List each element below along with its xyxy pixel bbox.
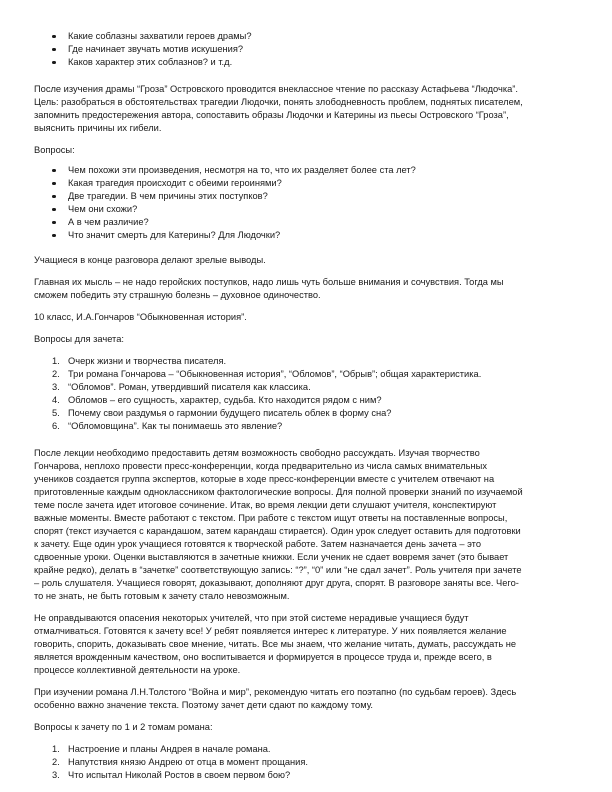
text-line: Гончарова, неплохо провести пресс-конференции, когда предварительно из числа самых внимательных xyxy=(34,461,487,471)
list-item: 3. Что испытал Николай Ростов в своем первом бою? xyxy=(52,770,291,780)
paragraph-main-idea xyxy=(34,276,582,302)
text-line: отмалчиваться. Готовятся к зачету все! У ребят появляется интерес к литературе. У них появляется желание xyxy=(34,626,507,636)
paragraph-lyudochka-intro xyxy=(34,83,582,135)
text-line: важные моменты. Вместе работают с текстом. При работе с текстом ищут ответы на поставленные вопросы, xyxy=(34,513,508,523)
text-line: говорить, спорить, доказывать свое мнение, читать. Все мы знаем, что желание читать, думать, рассуждать не xyxy=(34,639,517,649)
list-item: Каков характер этих соблазнов? и т.д. xyxy=(34,56,582,69)
list-item: Где начинает звучать мотив искушения? xyxy=(34,43,582,56)
text-line: Главная их мысль – не надо геройских поступков, надо лишь чуть больше внимания и сочувствия. Тогда мы xyxy=(34,277,504,287)
list-item: Чем похожи эти произведения, несмотря на то, что их разделяет более ста лет? xyxy=(34,164,582,177)
text-line: После изучения драмы “Гроза” Островского проводится внеклассное чтение по рассказу Астафьева “Людочка”. xyxy=(34,84,518,94)
text-line: сдвоенные уроки. Оценки выставляются в зачетные книжки. Если ученик не сдает вовремя зачет (это бывает xyxy=(34,552,509,562)
list-item: 2. Три романа Гончарова – “Обыкновенная история”, “Обломов”, “Обрыв”; общая характеристика. xyxy=(52,369,482,379)
list-item: 4. Обломов – его сущность, характер, судьба. Кто находится рядом с ним? xyxy=(52,395,382,405)
list-item: А в чем различие? xyxy=(34,216,582,229)
list-item: 6. “Обломовщина”. Как ты понимаешь это явление? xyxy=(52,421,283,431)
list-item: 2. Напутствия князю Андрею от отца в момент прощания. xyxy=(52,757,308,767)
list-item: 5. Почему свои раздумья о гармонии будущего писатель облек в форму сна? xyxy=(52,408,392,418)
paragraph-teacher-concerns xyxy=(34,612,582,677)
exam-questions-heading: Вопросы для зачета: xyxy=(34,334,124,344)
paragraph-after-lecture xyxy=(34,447,582,603)
text-line: теме после зачета идет итоговое сочинение. Итак, во время лекции дети слушают учителя, конспектируют xyxy=(34,500,497,510)
list-item: 1. Настроение и планы Андрея в начале романа. xyxy=(52,744,271,754)
list-item: 1. Очерк жизни и творчества писателя. xyxy=(52,356,227,366)
text-line: крайне редко), делать в “зачетке” соответствующую запись: “?”, “0” или “не сдал зачет”. Роль учителя при зачете xyxy=(34,565,522,575)
list-item: 3. “Обломов”. Роман, утвердивший писателя как классика. xyxy=(52,382,311,392)
document-page xyxy=(34,30,582,782)
list-item: Что значит смерть для Катерины? Для Людочки? xyxy=(34,229,582,242)
list-item: Какие соблазны захватили героев драмы? xyxy=(34,30,582,43)
list-item: Какая трагедия происходит с обеими героинями? xyxy=(34,177,582,190)
bullet-list-temptations xyxy=(34,30,582,69)
paragraph-goncharov: 10 класс, И.А.Гончаров “Обыкновенная история”. xyxy=(34,312,247,322)
text-line: учеников создается группа экспертов, которые в ходе пресс-конференции вместе с учителем отвечают на xyxy=(34,474,495,484)
numbered-list-exam-questions xyxy=(34,355,582,433)
exam2-heading: Вопросы к зачету по 1 и 2 томам романа: xyxy=(34,722,213,732)
text-line: Цель: разобраться в обстоятельствах трагедии Людочки, понять злободневность проблем, поднятых писателем, xyxy=(34,97,523,107)
questions-heading: Вопросы: xyxy=(34,145,75,155)
text-line: После лекции необходимо предоставить детям возможность свободно рассуждать. Изучая творчество xyxy=(34,448,480,458)
numbered-list-war-and-peace-questions xyxy=(34,743,582,782)
list-item: Две трагедии. В чем причины этих поступков? xyxy=(34,190,582,203)
text-line: то не знать, не быть готовым к зачету стало невозможным. xyxy=(34,591,290,601)
list-item: Чем они схожи? xyxy=(34,203,582,216)
text-line: является врожденным качеством, оно воспитывается и формируется в процессе труда и, прежде всего, в xyxy=(34,652,492,662)
text-line: спорят (текст изучается с карандашом, затем карандаш стирается). Один урок следует оставить для подготовки xyxy=(34,526,521,536)
text-line: запомнить предостережения автора, сопоставить образы Людочки и Катерины из пьесы Островского “Гроза”, xyxy=(34,110,509,120)
text-line: к зачету. Еще один урок учащиеся готовятся к творческой работе. Затем назначается день зачета – это xyxy=(34,539,482,549)
bullet-list-questions xyxy=(34,164,582,242)
text-line: процессе коллективной деятельности на уроке. xyxy=(34,665,241,675)
text-line: Не оправдываются опасения некоторых учителей, что при этой системе нерадивые учащиеся будут xyxy=(34,613,469,623)
text-line: – роль слушателя. Учащиеся говорят, доказывают, дополняют друг друга, спорят. В разговоре заняты все. Чего- xyxy=(34,578,519,588)
paragraph-conclusions: Учащиеся в конце разговора делают зрелые выводы. xyxy=(34,255,266,265)
text-line: выяснить причины их гибели. xyxy=(34,123,162,133)
paragraph-war-and-peace xyxy=(34,686,582,712)
text-line: сможем победить эту страшную болезнь – духовное одиночество. xyxy=(34,290,321,300)
text-line: приготовленные каждым одноклассником фактологические вопросы. Для полной проверки знаний по изучаемой xyxy=(34,487,523,497)
text-line: особенно важно значение текста. Поэтому зачет дети сдают по каждому тому. xyxy=(34,700,373,710)
text-line: При изучении романа Л.Н.Толстого “Война и мир”, рекомендую читать его поэтапно (по судьбам героев). Здесь xyxy=(34,687,517,697)
